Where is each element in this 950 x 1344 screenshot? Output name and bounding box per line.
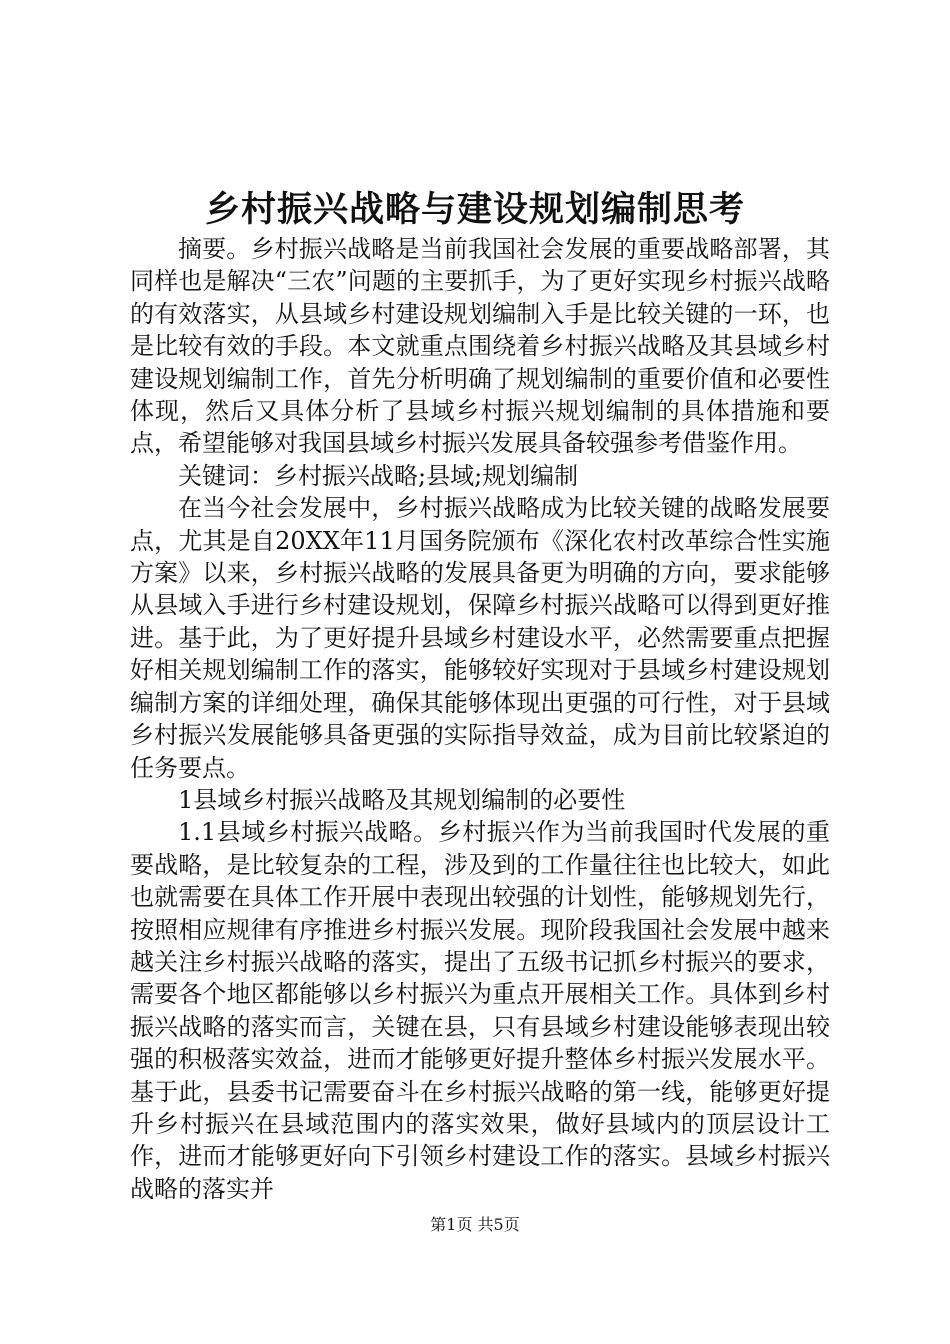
- page-footer: [0, 1213, 950, 1237]
- page-number: 第1页 共5页: [430, 1215, 520, 1234]
- subsection-paragraph: 1.1县域乡村振兴战略。乡村振兴作为当前我国时代发展的重要战略，是比较复杂的工程，涉及到的工作量往往也比较大，如此也就需要在具体工作开展中表现出较强的计划性，能够规划先行，按照相应规律有序推进乡村振兴发展。现阶段我国社会发展中越来越关注乡村振兴战略的落实，提出了五级书记抓乡村振兴的要求，需要各个地区都能够以乡村振兴为重点开展相关工作。具体到乡村振兴战略的落实而言，关键在县，只有县域乡村建设能够表现出较强的积极落实效益，进而才能够更好提升整体乡村振兴发展水平。基于此，县委书记需要奋斗在乡村振兴战略的第一线，能够更好提升乡村振兴在县域范围内的落实效果，做好县域内的顶层设计工作，进而才能够更好向下引领乡村建设工作的落实。县域乡村振兴战略的落实并: [130, 818, 830, 1203]
- keywords-paragraph: 关键词：乡村振兴战略;县域;规划编制: [178, 461, 579, 490]
- document-body: [130, 233, 830, 1205]
- intro-paragraph: 在当今社会发展中，乡村振兴战略成为比较关键的战略发展要点，尤其是自20XX年11月国务院颁布《深化农村改革综合性实施方案》以来，乡村振兴战略的发展具备更为明确的方向，要求能够从县域入手进行乡村建设规划，保障乡村振兴战略可以得到更好推进。基于此，为了更好提升县域乡村建设水平，必然需要重点把握好相关规划编制工作的落实，能够较好实现对于县域乡村建设规划编制方案的详细处理，确保其能够体现出更强的可行性，对于县域乡村振兴发展能够具备更强的实际指导效益，成为目前比较紧迫的任务要点。: [130, 494, 830, 782]
- section-heading: 1县域乡村振兴战略及其规划编制的必要性: [178, 785, 626, 814]
- abstract-paragraph: 摘要。乡村振兴战略是当前我国社会发展的重要战略部署，其同样也是解决“三农”问题的主要抓手，为了更好实现乡村振兴战略的有效落实，从县域乡村建设规划编制入手是比较关键的一环，也是比较有效的手段。本文就重点围绕着乡村振兴战略及其县域乡村建设规划编制工作，首先分析明确了规划编制的重要价值和必要性体现，然后又具体分析了县域乡村振兴规划编制的具体措施和要点，希望能够对我国县域乡村振兴发展具备较强参考借鉴作用。: [130, 235, 830, 458]
- document-title: 乡村振兴战略与建设规划编制思考: [204, 190, 745, 230]
